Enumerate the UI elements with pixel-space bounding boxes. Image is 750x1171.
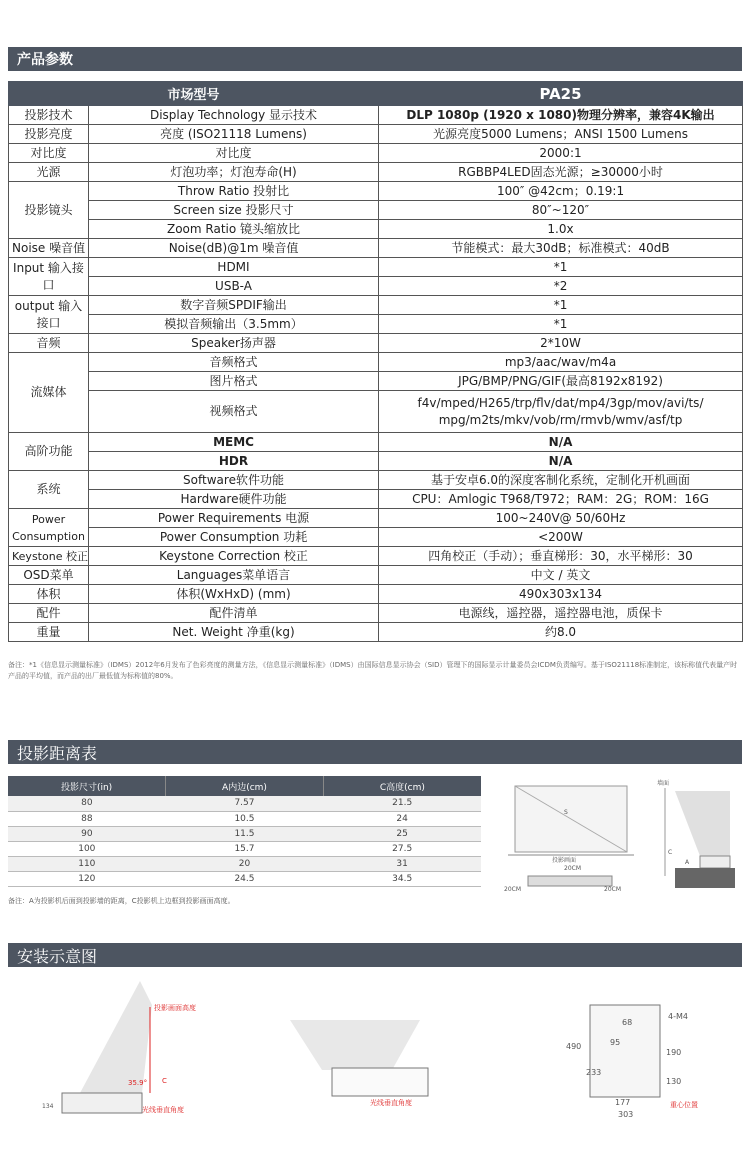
projector-body	[62, 1093, 142, 1113]
spec-category: 重量	[9, 623, 89, 642]
label-130: 130	[666, 1077, 682, 1086]
table-row	[9, 182, 743, 201]
cell: 15.7	[166, 841, 324, 856]
spec-value: DLP 1080p (1920 x 1080)物理分辨率，兼容4K输出	[379, 106, 743, 125]
spec-category: 高阶功能	[9, 433, 89, 471]
spec-item: 对比度	[89, 144, 379, 163]
spec-value: 光源亮度5000 Lumens；ANSI 1500 Lumens	[379, 125, 743, 144]
spec-value: CPU：Amlogic T968/T972；RAM：2G；ROM：16G	[379, 490, 743, 509]
label-screen-height: 投影画面高度	[154, 1004, 196, 1012]
cell: 90	[8, 826, 166, 841]
spec-value: *1	[379, 258, 743, 277]
spec-category: 流媒体	[9, 353, 89, 433]
cell: 11.5	[166, 826, 324, 841]
spec-value: JPG/BMP/PNG/GIF(最高8192x8192)	[379, 372, 743, 391]
distance-col-a: A内边(cm)	[166, 776, 324, 796]
spec-item: Speaker扬声器	[89, 334, 379, 353]
label-angle: 35.9°	[128, 1079, 148, 1087]
spec-category: 配件	[9, 604, 89, 623]
spec-item: Power Consumption 功耗	[89, 528, 379, 547]
table-row	[9, 391, 743, 433]
section-header-distance: 投影距离表	[8, 740, 742, 764]
projector-front	[332, 1068, 428, 1096]
spec-item: Power Requirements 电源	[89, 509, 379, 528]
install-diagram-middle	[250, 990, 450, 1110]
diag-label-20cm-b: 20CM	[504, 886, 522, 893]
table-row	[9, 315, 743, 334]
spec-item: 体积(WxHxD) (mm)	[89, 585, 379, 604]
spec-item: 灯泡功率；灯泡寿命(H)	[89, 163, 379, 182]
spec-item: 图片格式	[89, 372, 379, 391]
install-diagram-left	[10, 975, 250, 1125]
footnote: 备注：*1《信息显示测量标准》（IDMS）2012年6月发布了色彩亮度的测量方法，《信息显示测量标准》（IDMS）由国际信息显示协会（SID）管理下的国际显示计量委员会ICDM负责编写。基于ISO21118标准制定，该标称值代表量产时产品的平均值，而产品的出厂最低值为标称值的80%。	[8, 661, 738, 680]
spec-category: 投影技术	[9, 106, 89, 125]
spec-category: Noise 噪音值	[9, 239, 89, 258]
label-95: 95	[610, 1038, 621, 1047]
spec-header-label: 市场型号	[9, 82, 379, 106]
diag-label-20cm-a: 20CM	[564, 865, 582, 872]
cell: 10.5	[166, 811, 324, 826]
distance-diagram	[500, 776, 740, 898]
table-row	[9, 277, 743, 296]
spec-value: 80″~120″	[379, 201, 743, 220]
section-header-install: 安装示意图	[8, 943, 742, 967]
label-190: 190	[666, 1048, 682, 1057]
spec-value: 2*10W	[379, 334, 743, 353]
spec-value: mp3/aac/wav/m4a	[379, 353, 743, 372]
spec-category: 音频	[9, 334, 89, 353]
table-row	[9, 334, 743, 353]
spec-item: 数字音频SPDIF输出	[89, 296, 379, 315]
label-vertical-angle: 光线垂直角度	[142, 1106, 184, 1114]
spec-item: 亮度 (ISO21118 Lumens)	[89, 125, 379, 144]
section-header-params: 产品参数	[8, 47, 742, 71]
spec-item: HDR	[89, 452, 379, 471]
table-row	[9, 372, 743, 391]
distance-note: 备注：A为投影机后面到投影墙的距离，C投影机上边框到投影画面高度。	[8, 897, 235, 905]
table-row	[8, 811, 481, 826]
cell: 24.5	[166, 871, 324, 886]
label-c: C	[162, 1077, 167, 1085]
spec-item: Software软件功能	[89, 471, 379, 490]
table-row	[9, 509, 743, 528]
spec-item: Zoom Ratio 镜头缩放比	[89, 220, 379, 239]
spec-category: 体积	[9, 585, 89, 604]
table-row	[9, 547, 743, 566]
label-68: 68	[622, 1018, 633, 1027]
diag-label-screen: 投影画面	[552, 857, 577, 864]
spec-table	[8, 81, 743, 642]
spec-value: N/A	[379, 433, 743, 452]
table-row	[8, 871, 481, 886]
spec-item: HDMI	[89, 258, 379, 277]
table-row	[9, 433, 743, 452]
spec-item: USB-A	[89, 277, 379, 296]
cell: 24	[323, 811, 481, 826]
spec-item: Hardware硬件功能	[89, 490, 379, 509]
spec-value: 100″ @42cm；0.19:1	[379, 182, 743, 201]
table-row	[9, 471, 743, 490]
cell: 25	[323, 826, 481, 841]
spec-value: *1	[379, 315, 743, 334]
projector-top	[528, 876, 612, 886]
spec-value: 四角校正（手动）；垂直梯形：30，水平梯形：30	[379, 547, 743, 566]
spec-value: N/A	[379, 452, 743, 471]
label-303: 303	[618, 1110, 634, 1119]
spec-item: 音频格式	[89, 353, 379, 372]
spec-value: f4v/mped/H265/trp/flv/dat/mp4/3gp/mov/avi/ts/ mpg/m2ts/mkv/vob/rm/rmvb/wmv/asf/tp	[379, 391, 743, 433]
label-center: 重心位置	[670, 1101, 698, 1109]
spec-value: *2	[379, 277, 743, 296]
cell: 88	[8, 811, 166, 826]
spec-item: Screen size 投影尺寸	[89, 201, 379, 220]
diag-label-wall: 墙面	[657, 780, 670, 787]
spec-value: 490x303x134	[379, 585, 743, 604]
spec-item: Languages菜单语言	[89, 566, 379, 585]
table-row	[9, 604, 743, 623]
spec-value: 节能模式：最大30dB；标准模式：40dB	[379, 239, 743, 258]
table-row	[9, 528, 743, 547]
cell: 120	[8, 871, 166, 886]
cell: 20	[166, 856, 324, 871]
cell: 80	[8, 796, 166, 811]
spec-value: 基于安卓6.0的深度客制化系统，定制化开机画面	[379, 471, 743, 490]
spec-category: 光源	[9, 163, 89, 182]
spec-value: 约8.0	[379, 623, 743, 642]
spec-value: 1.0x	[379, 220, 743, 239]
projector-side	[700, 856, 730, 868]
light-cone	[675, 791, 730, 856]
spec-header-row	[9, 82, 743, 106]
table-row	[9, 220, 743, 239]
distance-table	[8, 776, 481, 887]
spec-value: RGBBP4LED固态光源；≥30000小时	[379, 163, 743, 182]
spec-category: 投影亮度	[9, 125, 89, 144]
light-cone	[80, 981, 152, 1093]
diag-label-c: C	[668, 849, 673, 856]
table-row	[9, 239, 743, 258]
spec-item: Throw Ratio 投射比	[89, 182, 379, 201]
table-row	[9, 258, 743, 277]
label-m4: 4-M4	[668, 1012, 688, 1021]
table-row	[9, 623, 743, 642]
spec-item: Noise(dB)@1m 噪音值	[89, 239, 379, 258]
spec-category: 对比度	[9, 144, 89, 163]
spec-item: MEMC	[89, 433, 379, 452]
table-row	[9, 490, 743, 509]
label-233: 233	[586, 1068, 602, 1077]
spec-value: 中文 / 英文	[379, 566, 743, 585]
distance-col-size: 投影尺寸(in)	[8, 776, 166, 796]
spec-category: Keystone 校正	[9, 547, 89, 566]
table-row	[9, 106, 743, 125]
spec-value: 100~240V@ 50/60Hz	[379, 509, 743, 528]
table-row	[9, 452, 743, 471]
spec-item: Net. Weight 净重(kg)	[89, 623, 379, 642]
spec-item: 视频格式	[89, 391, 379, 433]
diag-label-20cm-c: 20CM	[604, 886, 622, 893]
label-177: 177	[615, 1098, 631, 1107]
spec-category: Power Consumption	[9, 509, 89, 547]
table-row	[8, 841, 481, 856]
table-row	[8, 796, 481, 811]
table-row	[8, 826, 481, 841]
spec-item: Display Technology 显示技术	[89, 106, 379, 125]
spec-value: 电源线，遥控器，遥控器电池，质保卡	[379, 604, 743, 623]
spec-item: 配件清单	[89, 604, 379, 623]
cell: 21.5	[323, 796, 481, 811]
diag-label-s: S	[564, 809, 568, 816]
table-row	[9, 296, 743, 315]
label-134: 134	[42, 1103, 54, 1110]
label-490: 490	[566, 1042, 582, 1051]
table-row	[9, 566, 743, 585]
distance-col-c: C高度(cm)	[323, 776, 481, 796]
cell: 100	[8, 841, 166, 856]
install-diagram-right	[560, 995, 740, 1125]
spec-category: 系统	[9, 471, 89, 509]
table-row	[8, 856, 481, 871]
spec-category: output 输入接口	[9, 296, 89, 334]
spec-header-model: PA25	[379, 82, 743, 106]
diag-label-a: A	[685, 859, 690, 866]
cell: 27.5	[323, 841, 481, 856]
spec-item: Keystone Correction 校正	[89, 547, 379, 566]
stand	[675, 868, 735, 888]
spec-category: OSD菜单	[9, 566, 89, 585]
table-row	[9, 144, 743, 163]
spec-category: 投影镜头	[9, 182, 89, 239]
cell: 110	[8, 856, 166, 871]
cell: 31	[323, 856, 481, 871]
table-row	[9, 163, 743, 182]
table-row	[9, 125, 743, 144]
spec-item: 模拟音频输出（3.5mm）	[89, 315, 379, 334]
spec-value: *1	[379, 296, 743, 315]
spec-category: Input 输入接口	[9, 258, 89, 296]
table-row	[9, 201, 743, 220]
cell: 34.5	[323, 871, 481, 886]
light-spread	[290, 1020, 420, 1070]
table-row	[9, 353, 743, 372]
cell: 7.57	[166, 796, 324, 811]
label-vertical-angle: 光线垂直角度	[370, 1099, 412, 1107]
spec-value: <200W	[379, 528, 743, 547]
table-row	[9, 585, 743, 604]
spec-value: 2000:1	[379, 144, 743, 163]
distance-header-row	[8, 776, 481, 796]
